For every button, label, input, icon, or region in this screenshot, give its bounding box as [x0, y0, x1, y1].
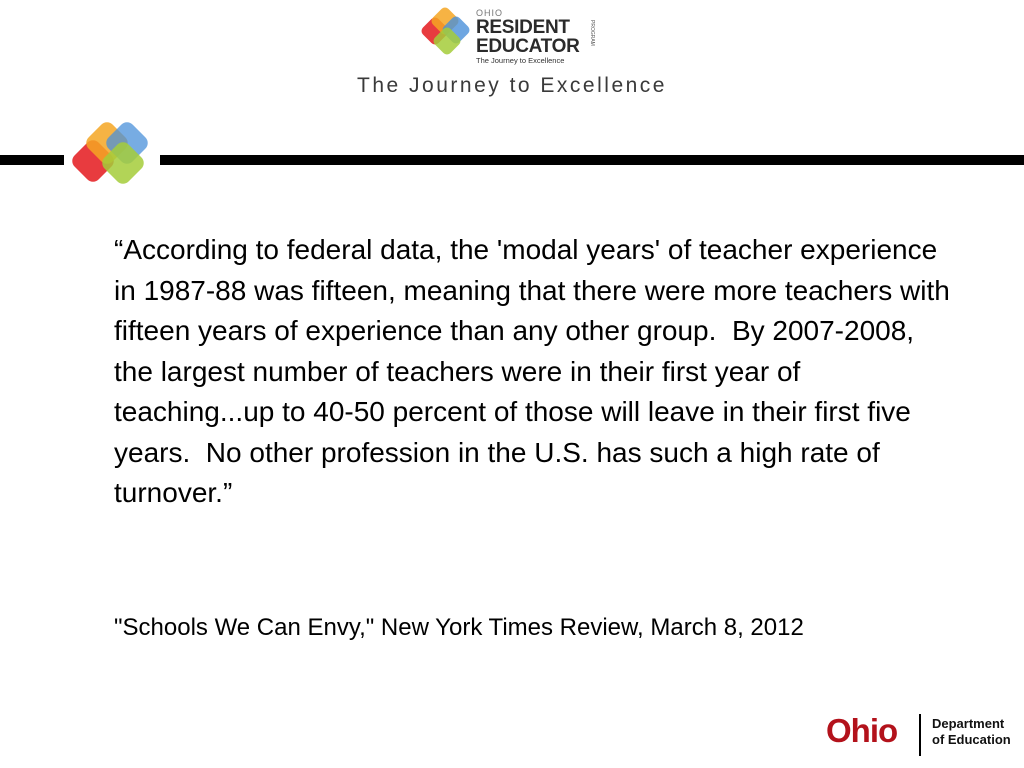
citation-text: "Schools We Can Envy," New York Times Review, March 8, 2012 — [114, 614, 804, 641]
logo-ohio-text: OHIO — [476, 8, 504, 18]
ohio-department-of-education-logo — [826, 712, 1020, 758]
logo-tagline: The Journey to Excellence — [476, 56, 565, 65]
logo-resident-text: RESIDENT — [476, 17, 570, 38]
diamond-logo-icon — [420, 6, 472, 58]
dept-line-1: Department — [932, 716, 1005, 731]
logo-educator-text: EDUCATOR — [476, 36, 580, 57]
diamond-logo-icon-large — [70, 122, 156, 194]
page-tagline: The Journey to Excellence — [357, 74, 667, 97]
dept-line-2: of Education — [932, 732, 1011, 747]
footer-divider — [919, 714, 921, 756]
logo-program-text: PROGRAM — [589, 20, 595, 46]
ohio-wordmark: Ohio — [826, 712, 898, 749]
quote-text: “According to federal data, the 'modal years' of teacher experience in 1987-88 was fifteen, meaning that there were more teachers with fifteen years of experience than any other group. By 2007-2008, the largest number of teachers were in their first year of teaching...up to 40-50 percent of those will leave in their first five years. No other profession in the U.S. has such a high rate of turnover.” — [114, 234, 950, 508]
resident-educator-logo — [420, 6, 610, 65]
